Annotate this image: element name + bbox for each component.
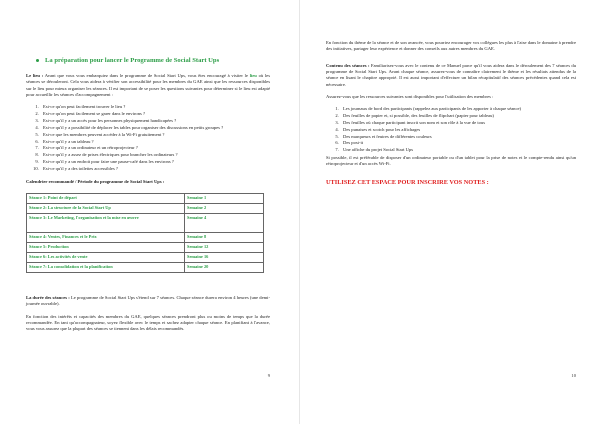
week-cell: Semaine 4 <box>185 213 264 232</box>
week-cell: Semaine 12 <box>185 242 264 252</box>
contenu-paragraph: Contenu des séances : Familiarisez-vous avec le contenu de ce Manuel parce qu'il vous aidera dans le déroulement des 7 séances du programme de Social Start Ups. Avant chaque séance, assurez-vous de connaître clairement le thème et les résultats attendus de la séance en lisant le chapitre approprié. Il est aussi important d'effectuer un bilan récapitulatif des séances précédentes quand cela est nécessaire. <box>326 62 577 87</box>
list-item: 1. Les journaux de bord des participants (rappelez aux participants de les apporter à chaque séance) <box>340 106 576 112</box>
session-cell: Séance 4: Ventes, Finances et le Prix <box>27 232 185 242</box>
list-item: 2. Est-ce qu'on peut facilement se garer dans le environs ? <box>40 111 270 117</box>
session-cell: Séance 6: Les activités de vente <box>27 252 185 262</box>
week-cell: Semaine 8 <box>185 232 264 242</box>
tablet-paragraph: Si possible, il est préférable de disposer d'un ordinateur portable ou d'un tablet pour la prise de notes et le compte-rendu ainsi qu'un rétroprojecteur et d'un accès Wi-Fi. <box>326 154 576 166</box>
list-item: 1. Est-ce qu'on peut facilement trouver le lieu ? <box>40 104 270 110</box>
list-item: 6. Des post-it <box>340 140 576 146</box>
bullet-icon <box>36 59 39 62</box>
resources-list <box>340 106 576 153</box>
list-item: 10. Est-ce qu'il y a des toilettes accessibles ? <box>40 166 270 172</box>
table-row <box>27 252 264 262</box>
calendar-title: Calendrier recommandé / Période du programme de Social Start Ups : <box>26 179 165 185</box>
venue-questions-list <box>40 104 270 172</box>
session-cell: Séance 5: Production <box>27 242 185 252</box>
session-cell: Séance 7: La consolidation et la planification <box>27 262 185 272</box>
week-cell: Semaine 2 <box>185 203 264 213</box>
table-row <box>27 193 264 203</box>
session-cell: Séance 1: Point de départ <box>27 193 185 203</box>
page-number: 9 <box>267 372 270 378</box>
list-item: 3. Des feuilles où chaque participant inscrit son nom et son rôle à la vue de tous <box>340 120 576 126</box>
list-item: 4. Des punaises et scotch pour les affichages <box>340 127 576 133</box>
table-row <box>27 262 264 272</box>
list-item: 5. Est-ce que les membres peuvent accéder à la Wi-Fi gratuitement ? <box>40 132 270 138</box>
week-cell: Semaine 1 <box>185 193 264 203</box>
notes-heading: UTILISEZ CET ESPACE POUR INSCRIRE VOS NOTES : <box>326 179 489 187</box>
resources-intro: Assurez-vous que les ressources suivantes sont disponibles pour l'utilisation des membres : <box>326 93 494 99</box>
week-cell: Semaine 20 <box>185 262 264 272</box>
list-item: 2. Des feuilles de papier et, si possible, des feuilles de flipchart (papier pour tableau) <box>340 113 576 119</box>
list-item: 4. Est-ce qu'il y a possibilité de déplacer les tables pour organiser des discussions en petits groupes ? <box>40 125 270 131</box>
session-cell: Séance 3: Le Marketing, l'organisation et la mise en œuvre <box>27 213 185 232</box>
flexibility-paragraph: En fonction des intérêts et capacités des membres du GAE, quelques séances prendront plus ou moins de temps que la durée recommandée. En tant qu'accompagnateur, soyez flexible avec le temps et sachez adapter chaque séance. En planifiant à l'avance, vous vous assurez que la plupart des séances se tiennent dans les délais recommandés. <box>26 313 270 332</box>
duree-paragraph: La durée des séances : Le programme de Social Start Ups s'étend sur 7 séances. Chaque séance durera environ 4 heures (une demi-journée ouvrable). <box>26 294 270 307</box>
table-row <box>27 242 264 252</box>
lieu-paragraph: Le lieu : Avant que vous vous embarquiez dans le programme de Social Start Ups, vous êtes encouragé à visiter le lieu où les séances se dérouleront. Cela vous aidera à vérifier son accessibilité pour les membres du GAE ainsi que les ressources disponibles sur le lieu pour mieux organiser les séances. Il est important de se poser les questions suivantes pour déterminer si le lieu est adapté pour accueillir les séances d'accompagnement : <box>26 73 271 98</box>
week-cell: Semaine 16 <box>185 252 264 262</box>
calendar-table <box>26 193 264 273</box>
section-heading: La préparation pour lancer le Programme de Social Start Ups <box>26 56 270 65</box>
list-item: 7. Une affiche du projet Social Start Ups <box>340 147 576 153</box>
page-number: 10 <box>571 372 576 378</box>
list-item: 9. Est-ce qu'il y a un endroit pour faire une pause-café dans les environs ? <box>40 159 270 165</box>
right-page <box>300 0 600 424</box>
list-item: 6. Est-ce qu'il y a un tableau ? <box>40 139 270 145</box>
table-row <box>27 213 264 232</box>
list-item: 5. Des marqueurs et feutres de différentes couleurs <box>340 134 576 140</box>
table-row <box>27 232 264 242</box>
list-item: 8. Est-ce qu'il y a assez de prises électriques pour brancher les ordinateurs ? <box>40 152 270 158</box>
list-item: 7. Est-ce qu'il y a un ordinateur et un rétroprojecteur ? <box>40 145 270 151</box>
intro-paragraph: En fonction du thème de la séance et de son avancée, vous pourriez encourager vos collègues les plus à l'aise dans le domaine à prendre des initiatives, partager leur expérience et donner des conseils aux autres membres du GAE. <box>326 40 576 52</box>
session-cell: Séance 2: La structure de la Social Start Up <box>27 203 185 213</box>
list-item: 3. Est-ce qu'il y a un accès pour les personnes physiquement handicapées ? <box>40 118 270 124</box>
table-row <box>27 203 264 213</box>
